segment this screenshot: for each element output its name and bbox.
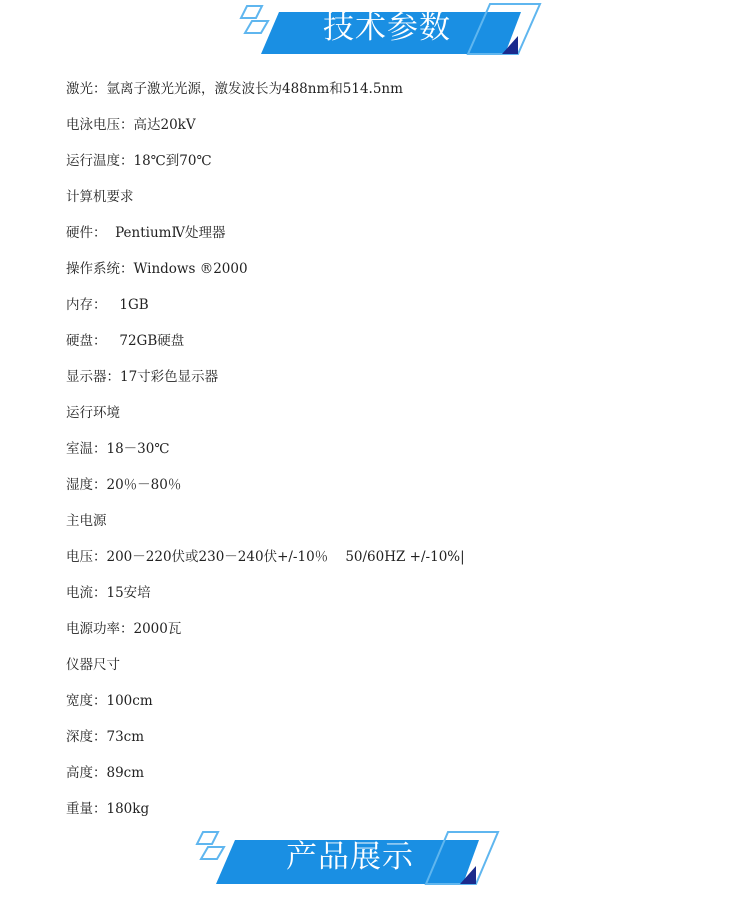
spec-line: 室温：18－30℃ [66,441,170,457]
banner-deco-outline-bottom [245,21,268,33]
spec-line: 深度：73cm [66,729,145,745]
section-banner-tech-specs [0,0,750,60]
spec-line: 操作系统：Windows ®2000 [66,261,248,277]
spec-line: 显示器：17寸彩色显示器 [66,369,219,385]
spec-line: 湿度：20％－80％ [66,477,182,493]
spec-line: 电压：200－220伏或230－240伏+/-10％ 50/60HZ +/-10%| [66,549,465,565]
spec-line: 宽度：100cm [66,693,153,709]
banner-deco-outline-top [197,832,218,844]
spec-line: 仪器尺寸 [66,657,120,673]
spec-line: 主电源 [66,513,107,529]
spec-line: 重量：180kg [66,801,150,817]
spec-line: 内存： 1GB [66,297,149,313]
spec-line: 运行环境 [66,405,120,421]
banner-deco-outline-top [241,6,262,18]
spec-line: 电流：15安培 [66,585,151,601]
spec-line: 电泳电压：高达20kV [66,117,196,133]
spec-line: 运行温度：18℃到70℃ [66,153,212,169]
section-title: 产品展示 [286,839,414,875]
spec-line: 高度：89cm [66,765,145,781]
spec-list [66,80,726,836]
section-title: 技术参数 [323,10,451,46]
spec-line: 电源功率：2000瓦 [66,621,182,637]
spec-line: 硬件： PentiumⅣ处理器 [66,225,226,241]
spec-line: 计算机要求 [66,189,134,205]
section-banner-product-display [0,829,750,889]
spec-line: 硬盘： 72GB硬盘 [66,333,185,349]
banner-deco-outline-bottom [201,847,224,859]
spec-line: 激光：氩离子激光光源，激发波长为488nm和514.5nm [66,81,403,97]
